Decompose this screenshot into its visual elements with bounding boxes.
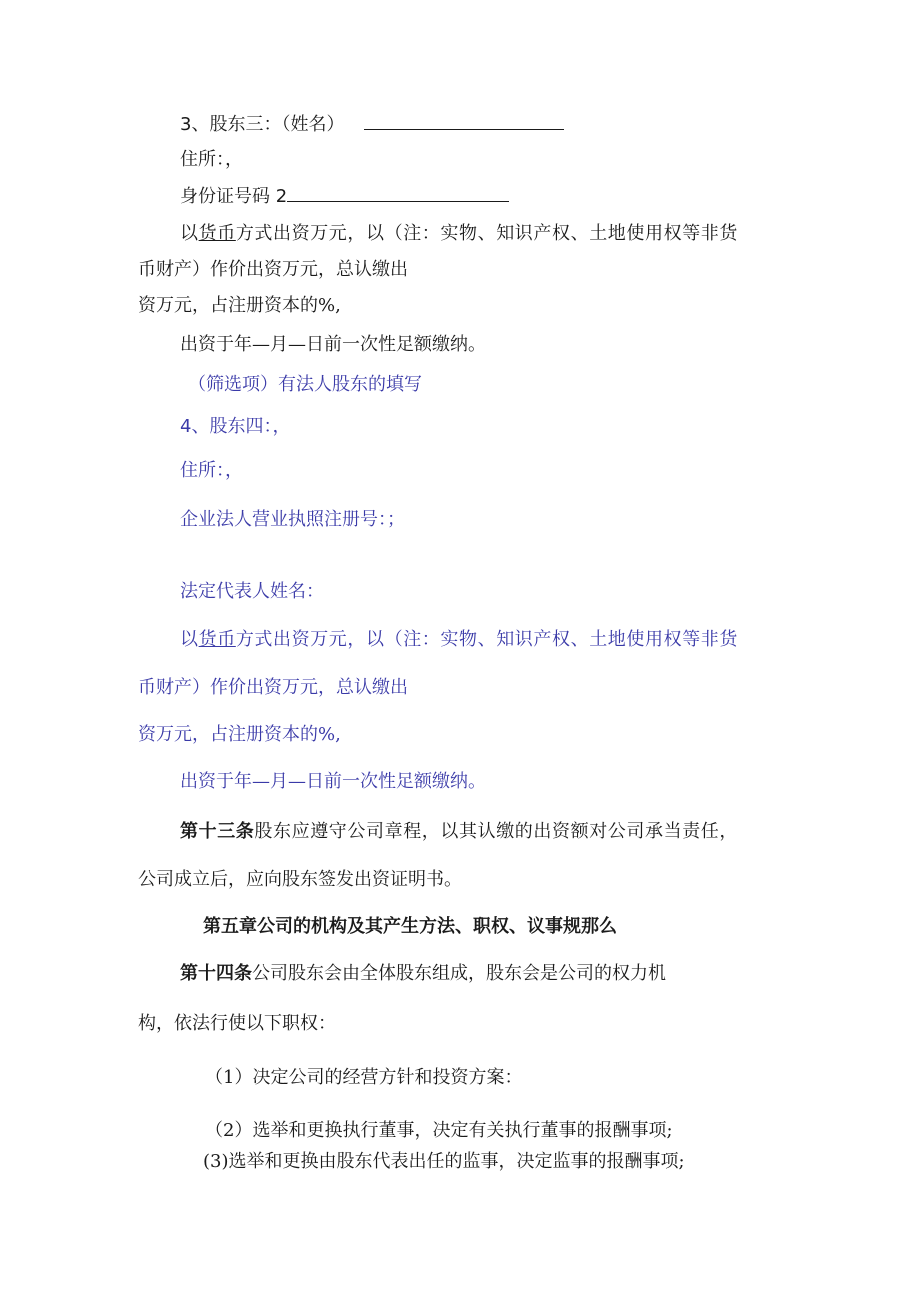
article-fourteen-line2: 构，依法行使以下职权： bbox=[138, 1013, 336, 1034]
shareholder-three-payment-deadline: 出资于年—月—日前一次性足额缴纳。 bbox=[180, 334, 486, 355]
article-fourteen: 第十四条公司股东会由全体股东组成，股东会是公司的权力机 bbox=[180, 963, 666, 984]
power-item-2: （2）选举和更换执行董事，决定有关执行董事的报酬事项; bbox=[205, 1120, 673, 1141]
power-item-1: （1）决定公司的经营方针和投资方案： bbox=[205, 1067, 523, 1088]
currency-term: 货币 bbox=[198, 629, 236, 650]
shareholder-four-contribution-line1: 以货币方式出资万元，以（注：实物、知识产权、土地使用权等非货 bbox=[180, 629, 739, 650]
shareholder-three-contribution-line1: 以货币方式出资万元，以（注：实物、知识产权、土地使用权等非货 bbox=[180, 223, 739, 244]
shareholder-four-contribution-line3: 资万元，占注册资本的%, bbox=[138, 724, 341, 745]
article-label: 第十四条 bbox=[180, 963, 252, 984]
shareholder-three-contribution-line3: 资万元，占注册资本的%, bbox=[138, 295, 341, 316]
filter-heading: （筛选项）有法人股东的填写 bbox=[188, 374, 422, 395]
currency-term: 货币 bbox=[198, 223, 236, 244]
name-blank bbox=[364, 112, 564, 130]
shareholder-four-title: 4、股东四：， bbox=[180, 416, 291, 437]
shareholder-four-residence: 住所：， bbox=[180, 460, 243, 481]
shareholder-three-contribution-line2: 币财产）作价出资万元，总认缴出 bbox=[138, 259, 408, 280]
shareholder-three-title: 3、股东三：（姓名） bbox=[180, 112, 564, 137]
article-label: 第十三条 bbox=[180, 821, 255, 842]
article-thirteen: 第十三条股东应遵守公司章程，以其认缴的出资额对公司承当责任， bbox=[180, 821, 739, 842]
article-thirteen-line2: 公司成立后，应向股东签发出资证明书。 bbox=[138, 869, 462, 890]
id-number-blank bbox=[287, 184, 509, 202]
shareholder-four-payment-deadline: 出资于年—月—日前一次性足额缴纳。 bbox=[180, 771, 486, 792]
shareholder-four-contribution-line2: 币财产）作价出资万元，总认缴出 bbox=[138, 677, 408, 698]
power-item-3: (3)选举和更换由股东代表出任的监事，决定监事的报酬事项; bbox=[203, 1151, 685, 1172]
shareholder-four-license: 企业法人营业执照注册号：； bbox=[180, 509, 405, 530]
shareholder-three-residence: 住所：， bbox=[180, 149, 243, 170]
shareholder-three-id: 身份证号码 2 bbox=[180, 184, 509, 209]
shareholder-four-legal-rep: 法定代表人姓名： bbox=[180, 581, 324, 602]
chapter-five-title: 第五章公司的机构及其产生方法、职权、议事规那么 bbox=[203, 916, 617, 937]
